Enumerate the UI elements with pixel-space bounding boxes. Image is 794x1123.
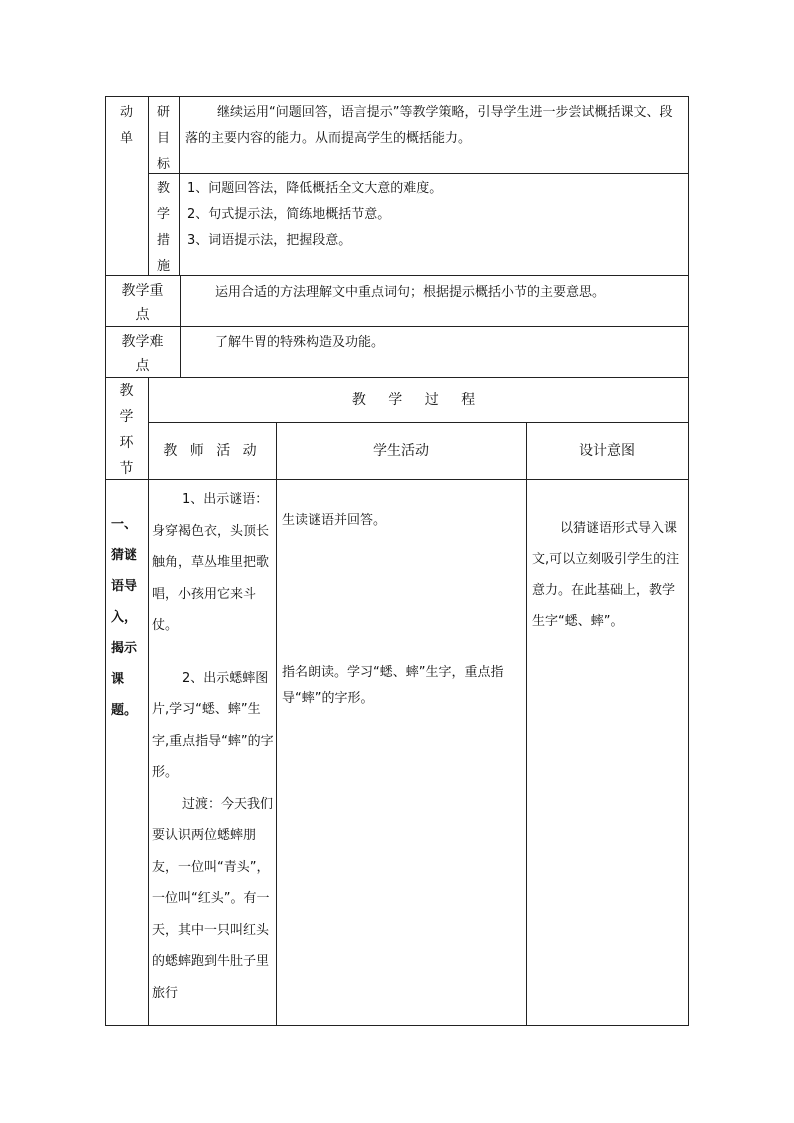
rule [105, 275, 689, 276]
rule-right [688, 96, 689, 1026]
measure-item-1: 1、问题回答法，降低概括全文大意的难度。 [187, 181, 443, 196]
objective-text: 继续运用“问题回答，语言提示”等教学策略，引导学生进一步尝试概括课文、段落的主要内容的能力。从而提高学生的概括能力。 [185, 105, 673, 146]
rule [526, 422, 527, 1026]
rule [148, 422, 689, 423]
row-label-dongdan: 动 单 [119, 105, 133, 146]
rule [105, 377, 689, 378]
teacher-transition: 过渡：今天我们要认识两位蟋蟀朋友，一位叫“青头”，一位叫“红头”。有一天，其中一只叫红头的蟋蟀跑到牛肚子里旅行 [152, 796, 274, 1001]
rule [148, 173, 689, 174]
rule [276, 422, 277, 1026]
rule [105, 326, 689, 327]
teacher-step-1: 1、出示谜语：身穿褐色衣，头顶长触角，草丛堆里把歌唱，小孩用它来斗仗。 [152, 492, 270, 633]
label-zhongdian: 教学重 点 [121, 283, 164, 323]
stage-1-label: 一、 猜谜 语导 入， 揭示 课题。 [111, 517, 138, 718]
label-jiaoxue-huanjie: 教 学 环 节 [119, 383, 134, 477]
rule [179, 96, 180, 276]
rule [105, 479, 689, 480]
rule-top [105, 96, 689, 97]
teacher-activity [152, 484, 274, 1009]
col-teacher-header: 教 师 活 动 [163, 443, 261, 459]
measure-item-2: 2、句式提示法，简练地概括节意。 [187, 207, 391, 222]
rule-left [105, 96, 106, 1026]
difficult-points-text: 了解牛胃的特殊构造及功能。 [215, 335, 385, 350]
design-intent: 以猜谜语形式导入课文,可以立刻吸引学生的注意力。在此基础上，教学生字“蟋、蟀”。 [532, 521, 680, 629]
rule [180, 276, 181, 378]
student-activity-2: 指名朗读。学习“蟋、蟀”生字，重点指导“蟀”的字形。 [282, 665, 504, 706]
label-yanmubiao: 研 目 标 [156, 105, 170, 172]
measure-item-3: 3、词语提示法，把握段意。 [187, 233, 352, 248]
process-title: 教 学 过 程 [351, 392, 485, 408]
rule-bottom [105, 1025, 689, 1026]
label-jiaoxue-cuoshi: 教 学 措 施 [156, 181, 170, 274]
lesson-plan-table [105, 96, 689, 1026]
col-design-header: 设计意图 [579, 443, 635, 459]
col-student-header: 学生活动 [373, 443, 429, 459]
teacher-step-2: 2、出示蟋蟀图片,学习“蟋、蟀”生字,重点指导“蟀”的字形。 [152, 670, 274, 780]
label-nandian: 教学难 点 [121, 334, 164, 374]
measures-list [187, 176, 682, 254]
student-activity-1: 生读谜语并回答。 [282, 513, 387, 528]
key-points-text: 运用合适的方法理解文中重点词句；根据提示概括小节的主要意思。 [215, 285, 606, 300]
